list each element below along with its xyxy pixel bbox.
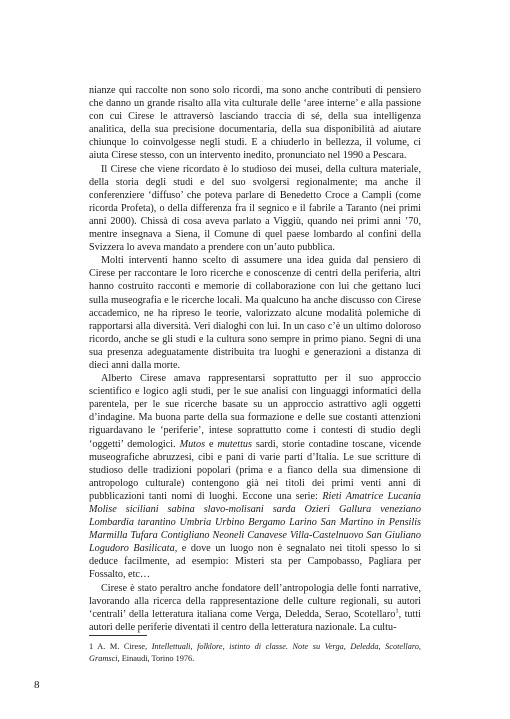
paragraph-1 [89,84,421,163]
paragraph-3 [89,254,421,372]
text-run: 1 A. M. Cirese, [89,642,152,651]
paragraph-2 [89,163,421,255]
text-run: Il Cirese che viene ricordato è lo studioso dei musei, della cultura materiale, della storia degli studi e del suo svolgersi regionalmente; ma anche il conferenziere ‘diffuso’ che poteva parlare di Benedetto Croce a Campli (come ricorda Profeta), o della differenza fra il segnico e il fabrile a Taranto (nei primi anni 2000). Chissà di cosa aveva parlato a Viggiù, quando nei primi anni ’70, mentre insegnava a Siena, il Comune di quel paese lombardo al confini della Svizzera lo aveva mandato a prendere con un’auto pubblica. [89,163,421,254]
italic-text: mutettus [217,438,252,450]
text-run: Alberto Cirese amava rappresentarsi soprattutto per il suo approccio scientifico e logico agli studi, per le sue analisi con linguaggi informatici della parentela, per le sue ricerche basate su un approccio astrattivo agli oggetti d’indagine. Ma buona parte della sua formazione e delle sue costanti attenzioni riguardavano le ‘periferie’, intese soprattutto come i contesti di studio degli ‘oggetti’ demologici. [89,373,421,450]
text-run: Cirese è stato peraltro anche fondatore dell’antropologia delle fonti narrative, lavorando alla ricerca della rappresentazione delle culture regionali, su autori ‘centrali’ della letteratura italiana come Verga, Deledda, Serao, Scotellaro [89,582,421,620]
page-number: 8 [34,679,40,691]
italic-text: Intellettuali, folklore, istinto di classe. Note su Verga, Deledda, Scotellaro, Gramsci [89,642,422,663]
text-run: , tutti autori delle periferie diventati il centro della letteratura nazionale. La cultu- [89,608,421,633]
paragraph-4 [89,372,421,582]
text-run: nianze qui raccolte non sono solo ricordi, ma sono anche contributi di pensiero che danno un grande risalto alla vita culturale delle ‘aree interne’ e alla passione con cui Cirese le attraversò lasciando traccia di sé, della sua intelligenza analitica, della sua precisione documentaria, della sua disponibilità ad aiutare chiunque lo coinvolgesse negli studi. E a chiuderlo in bellezza, il volume, ci aiuta Cirese stesso, con un intervento inedito, pronunciato nel 1990 a Pescara. [89,85,421,162]
body-text [89,84,421,634]
text-run: e [205,438,218,450]
text-run: Molti interventi hanno scelto di assumere una idea guida dal pensiero di Cirese per raccontare le loro ricerche e conoscenze di centri della periferia, altri hanno costruito racconti e memorie di collaborazione con lui che gettano luci sulla museografia e le ricerche locali. Ma qualcuno ha anche discusso con Cirese accademico, ne ha ripreso le teorie, valorizzato alcune modalità polemiche di rapportarsi alla diversità. Veri dialoghi con lui. In un caso c’è un ultimo doloroso ricordo, anche se gli studi e la cultura sono sempre in primo piano. Segni di una sua presenza adeguatamente distribuita tra luoghi e generazioni a distanza di dieci anni dalla morte. [89,255,421,371]
italic-text: Rieti Amatrice Lucania Molise siciliani sabina slavo-molisani sarda Ozieri Gallura veneziano Lombardia tarantino Umbria Urbino Bergamo Larino San Martino in Pensilis Marmilla Tufara Contigliano Neoneli Canavese Villa-Castelnuovo San Giuliano Logudoro Basilicata [89,490,421,555]
text-run: , Einaudi, Torino 1976. [117,653,195,663]
text-run: sardi, storie contadine toscane, vicende museografiche abruzzesi, cibi e pani di varie parti d’Italia. Le sue scritture di studioso delle tradizioni popolari (prima e a fianco della sua dimensione di antropologo culturale) contengono già nei titoli dei primi venti anni di pubblicazioni tanti nomi di luoghi. Eccone una serie: [89,438,421,502]
footnote-divider [89,635,147,636]
paragraph-5 [89,582,421,634]
italic-text: Mutos [179,438,206,450]
footnote [89,641,421,664]
text-run: , e dove un luogo non è segnalato nei titoli spesso lo si deduce facilmente, ad esempio: Misteri sta per Campobasso, Pagliara per Fossalto, etc… [89,543,421,581]
footnote-ref: 1 [395,607,399,615]
